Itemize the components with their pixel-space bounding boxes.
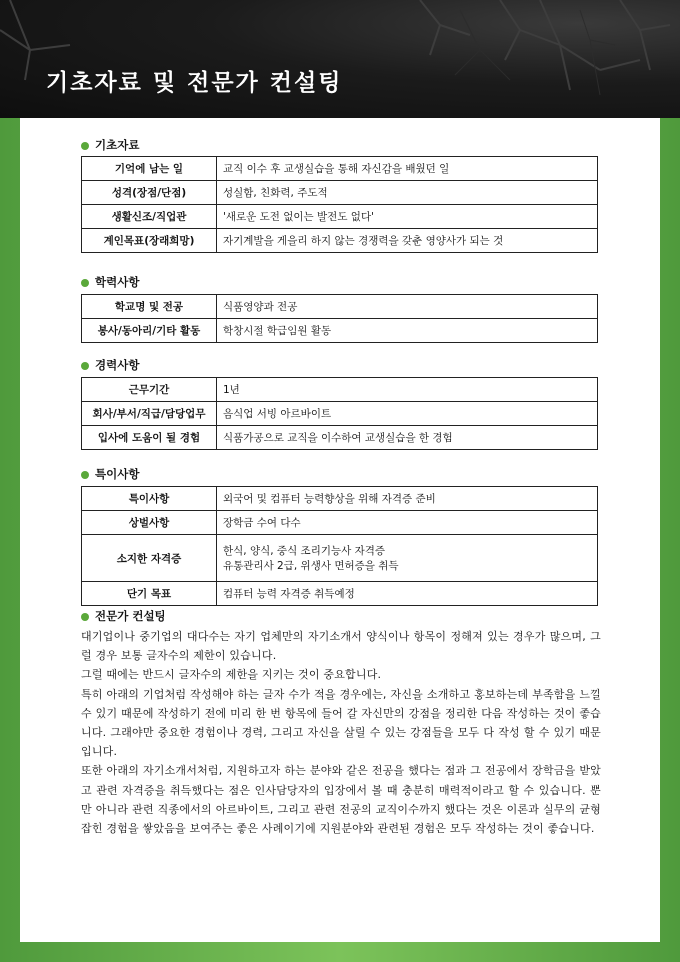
bullet-dot-icon <box>81 362 89 370</box>
career-table <box>81 377 598 450</box>
education-table <box>81 294 598 343</box>
section-heading-special: 특이사항 <box>81 466 139 482</box>
section-heading-education: 학력사항 <box>81 274 139 290</box>
bullet-dot-icon <box>81 279 89 287</box>
row-label: 기억에 남는 일 <box>82 157 217 181</box>
page-title: 기초자료 및 전문가 컨설팅 <box>46 70 343 96</box>
table-row <box>82 426 598 450</box>
row-label: 학교명 및 전공 <box>82 295 217 319</box>
paragraph: 또한 아래의 자기소개서처럼, 지원하고자 하는 분야와 같은 전공을 했다는 점과 그 전공에서 장학금을 받았고 관련 자격증을 취득했다는 점은 인사담당자의 입장에서 볼 때 충분히 매력적이라고 할 수 있습니다. 뿐만 아니라 관련 직종에서의 아르바이트, 그리고 관련 전공의 교직이수까지 했다는 것은 이론과 실무의 균형 잡힌 경험을 쌓았음을 보여주는 좋은 사례이기에 지원분야와 관련된 경험은 모두 작성하는 것이 좋습니다. <box>81 764 601 836</box>
paragraph: 특히 아래의 기업처럼 작성해야 하는 글자 수가 적을 경우에는, 자신을 소개하고 홍보하는데 부족함을 느낄 수 있기 때문에 작성하기 전에 미리 한 번 항목에 들어 갈 자신만의 강점을 정리한 다음 작성하는 것이 좋습니다. 그래야만 중요한 경험이나 경력, 그리고 자신을 살릴 수 있는 강점들을 모두 다 작성 할 수 있기 때문입니다. <box>81 687 601 759</box>
table-row <box>82 402 598 426</box>
table-row <box>82 295 598 319</box>
row-value: 외국어 및 컴퓨터 능력향상을 위해 자격증 준비 <box>217 487 598 511</box>
consulting-text <box>81 627 601 838</box>
row-value <box>217 535 598 582</box>
row-label: 생활신조/직업관 <box>82 205 217 229</box>
row-label: 소지한 자격증 <box>82 535 217 582</box>
row-value: 컴퓨터 능력 자격증 취득예정 <box>217 582 598 606</box>
row-value: 장학금 수여 다수 <box>217 511 598 535</box>
paragraph: 그럴 때에는 반드시 글자수의 제한을 지키는 것이 중요합니다. <box>81 668 382 682</box>
row-label: 특이사항 <box>82 487 217 511</box>
row-value: 음식업 서빙 아르바이트 <box>217 402 598 426</box>
row-label: 봉사/동아리/기타 활동 <box>82 319 217 343</box>
bullet-dot-icon <box>81 142 89 150</box>
bullet-dot-icon <box>81 613 89 621</box>
bullet-dot-icon <box>81 471 89 479</box>
row-label: 상벌사항 <box>82 511 217 535</box>
row-value: '새로운 도전 없이는 발전도 없다' <box>217 205 598 229</box>
section-heading-basic: 기초자료 <box>81 137 139 153</box>
basic-info-table <box>81 156 598 253</box>
table-row <box>82 582 598 606</box>
row-label: 입사에 도움이 될 경험 <box>82 426 217 450</box>
row-value: 성실함, 친화력, 주도적 <box>217 181 598 205</box>
row-label: 근무기간 <box>82 378 217 402</box>
special-table <box>81 486 598 606</box>
table-row <box>82 535 598 582</box>
header-banner <box>0 0 680 118</box>
row-value: 1년 <box>217 378 598 402</box>
row-label: 성격(장점/단점) <box>82 181 217 205</box>
tree-silhouette-decoration <box>0 0 680 118</box>
row-value: 교직 이수 후 교생실습을 통해 자신감을 배웠던 일 <box>217 157 598 181</box>
row-label: 계인목표(장래희망) <box>82 229 217 253</box>
section-heading-consulting: 전문가 컨설팅 <box>81 608 166 624</box>
table-row <box>82 229 598 253</box>
row-label: 회사/부서/직급/담당업무 <box>82 402 217 426</box>
table-row <box>82 181 598 205</box>
table-row <box>82 511 598 535</box>
table-row <box>82 487 598 511</box>
row-value: 자기계발을 게을리 하지 않는 경쟁력을 갖춘 영양사가 되는 것 <box>217 229 598 253</box>
table-row <box>82 319 598 343</box>
row-value: 식품가공으로 교직을 이수하여 교생실습을 한 경험 <box>217 426 598 450</box>
paragraph: 대기업이나 중기업의 대다수는 자기 업체만의 자기소개서 양식이나 항목이 정해져 있는 경우가 많으며, 그럴 경우 보통 글자수의 제한이 있습니다. <box>81 630 601 663</box>
row-value-line: 유통관리사 2급, 위생사 면허증을 취득 <box>223 560 399 572</box>
section-heading-career: 경력사항 <box>81 357 139 373</box>
table-row <box>82 205 598 229</box>
row-value: 학창시절 학급임원 활동 <box>217 319 598 343</box>
table-row <box>82 378 598 402</box>
row-value: 식품영양과 전공 <box>217 295 598 319</box>
row-value-line: 한식, 양식, 중식 조리기능사 자격증 <box>223 545 386 557</box>
table-row <box>82 157 598 181</box>
row-label: 단기 목표 <box>82 582 217 606</box>
